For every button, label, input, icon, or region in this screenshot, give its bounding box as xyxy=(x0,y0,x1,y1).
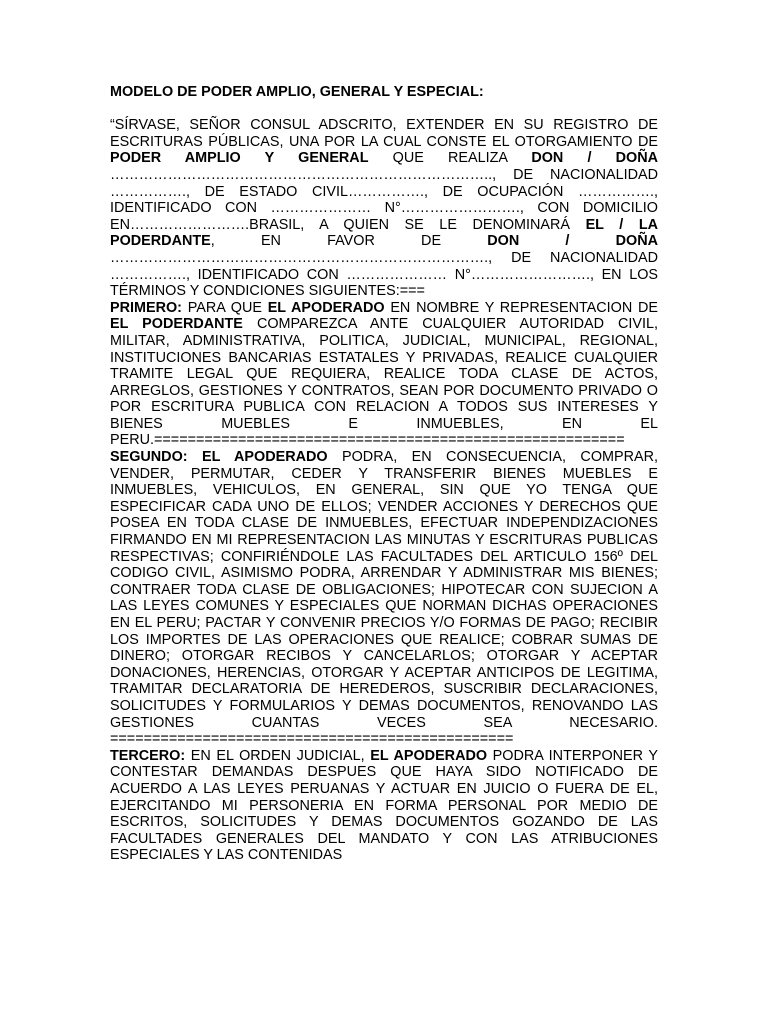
clause-tercero xyxy=(110,748,658,864)
tercero-text-2: PODRA INTERPONER Y CONTESTAR DEMANDAS DESPUES QUE HAYA SIDO NOTIFICADO DE ACUERDO A LAS LEYES PERUANAS Y ACTUAR EN JUICIO O FUERA DE EL, EJERCITANDO MI PERSONERIA EN FORMA PERSONAL POR MEDIO DE ESCRITOS, SOLICITUDES Y DEMAS DOCUMENTOS GOZANDO DE LAS FACULTADES GENERALES DEL MANDATO Y CON LAS ATRIBUCIONES ESPECIALES Y LAS CONTENIDAS xyxy=(110,747,658,864)
tercero-bold-2: EL APODERADO xyxy=(370,747,488,764)
intro-text-3: …………………………………………………………………….., DE NACIONALIDAD ……………., DE ESTADO CIVIL……………., DE OCUPACIÓN ……………., IDENTIFICADO CON ………………… N°……………………., CON DOMICILIO EN…………………….BRASIL, A QUIEN SE LE DENOMINARÁ xyxy=(110,166,658,233)
intro-bold-2: DON / DOÑA xyxy=(531,150,658,167)
intro-paragraph xyxy=(110,117,658,300)
intro-bold-1: PODER AMPLIO Y GENERAL xyxy=(110,150,369,167)
intro-bold-3: EL / LA PODERDANTE xyxy=(110,216,659,250)
clause-segundo xyxy=(110,449,658,748)
tercero-text-1: EN EL ORDEN JUDICIAL, xyxy=(185,747,371,764)
primero-text-3: COMPAREZCA ANTE CUALQUIER AUTORIDAD CIVIL, MILITAR, ADMINISTRATIVA, POLITICA, JUDICIAL, MUNICIPAL, REGIONAL, INSTITUCIONES BANCARIAS ESTATALES Y PRIVADAS, REALICE CUALQUIER TRAMITE LEGAL QUE REQUIERA, REALICE TODA CLASE DE ACTOS, ARREGLOS, GESTIONES Y CONTRATOS, SEAN POR DOCUMENTO PRIVADO O POR ESCRITURA PUBLICA CON RELACION A TODOS SUS INTERESES Y BIENES MUEBLES E INMUEBLES, EN EL PERU.======================================================== xyxy=(110,316,658,449)
intro-text-1: “SÍRVASE, SEÑOR CONSUL ADSCRITO, EXTENDER EN SU REGISTRO DE ESCRITURAS PÚBLICAS, UNA POR LA CUAL CONSTE EL OTORGAMIENTO DE xyxy=(110,117,658,150)
segundo-bold-1: SEGUNDO: EL APODERADO xyxy=(110,449,328,466)
primero-bold-1: PRIMERO: xyxy=(110,299,182,316)
intro-text-2: QUE REALIZA xyxy=(368,150,532,167)
primero-text-2: EN NOMBRE Y REPRESENTACION DE xyxy=(384,299,658,316)
document-page xyxy=(110,84,658,864)
intro-bold-4: DON / DOÑA xyxy=(487,233,658,250)
intro-text-5: ……………………………………………………………………., DE NACIONALIDAD ……………., IDENTIFICADO CON ………………… N°……………………., EN LOS TÉRMINOS Y CONDICIONES SIGUIENTES:=== xyxy=(110,249,658,300)
primero-bold-3: EL PODERDANTE xyxy=(110,316,243,333)
primero-text-1: PARA QUE xyxy=(181,299,268,316)
clause-primero xyxy=(110,300,658,449)
segundo-text-1: PODRA, EN CONSECUENCIA, COMPRAR, VENDER, PERMUTAR, CEDER Y TRANSFERIR BIENES MUEBLES E INMUEBLES, VEHICULOS, EN GENERAL, SIN QUE YO TENGA QUE ESPECIFICAR CADA UNO DE ELLOS; VENDER ACCIONES Y DERECHOS QUE POSEA EN TODA CLASE DE INMUEBLES, EFECTUAR INDEPENDIZACIONES FIRMANDO EN MI REPRESENTACION LAS MINUTAS Y ESCRITURAS PUBLICAS RESPECTIVAS; CONFIRIÉNDOLE LAS FACULTADES DEL ARTICULO 156º DEL CODIGO CIVIL, ASIMISMO PODRA, ARRENDAR Y ADMINISTRAR MIS BIENES; CONTRAER TODA CLASE DE OBLIGACIONES; HIPOTECAR CON SUJECION A LAS LEYES COMUNES Y ESPECIALES QUE NORMAN DICHAS OPERACIONES EN EL PERU; PACTAR Y CONVENIR PRECIOS Y/O FORMAS DE PAGO; RECIBIR LOS IMPORTES DE LAS OPERACIONES QUE REALICE; COBRAR SUMAS DE DINERO; OTORGAR RECIBOS Y CANCELARLOS; OTORGAR Y ACEPTAR DONACIONES, HERENCIAS, OTORGAR Y ACEPTAR ANTICIPOS DE LEGITIMA, TRAMITAR DECLARATORIA DE HEREDEROS, SUSCRIBIR DECLARACIONES, SOLICITUDES Y FORMULARIOS Y DEMAS DOCUMENTOS, RENOVANDO LAS GESTIONES CUANTAS VECES SEA NECESARIO. ================================================ xyxy=(110,449,658,748)
primero-bold-2: EL APODERADO xyxy=(267,299,385,316)
tercero-bold-1: TERCERO: xyxy=(110,747,186,764)
document-title: MODELO DE PODER AMPLIO, GENERAL Y ESPECIAL: xyxy=(110,84,484,100)
intro-text-4: , EN FAVOR DE xyxy=(210,233,488,250)
